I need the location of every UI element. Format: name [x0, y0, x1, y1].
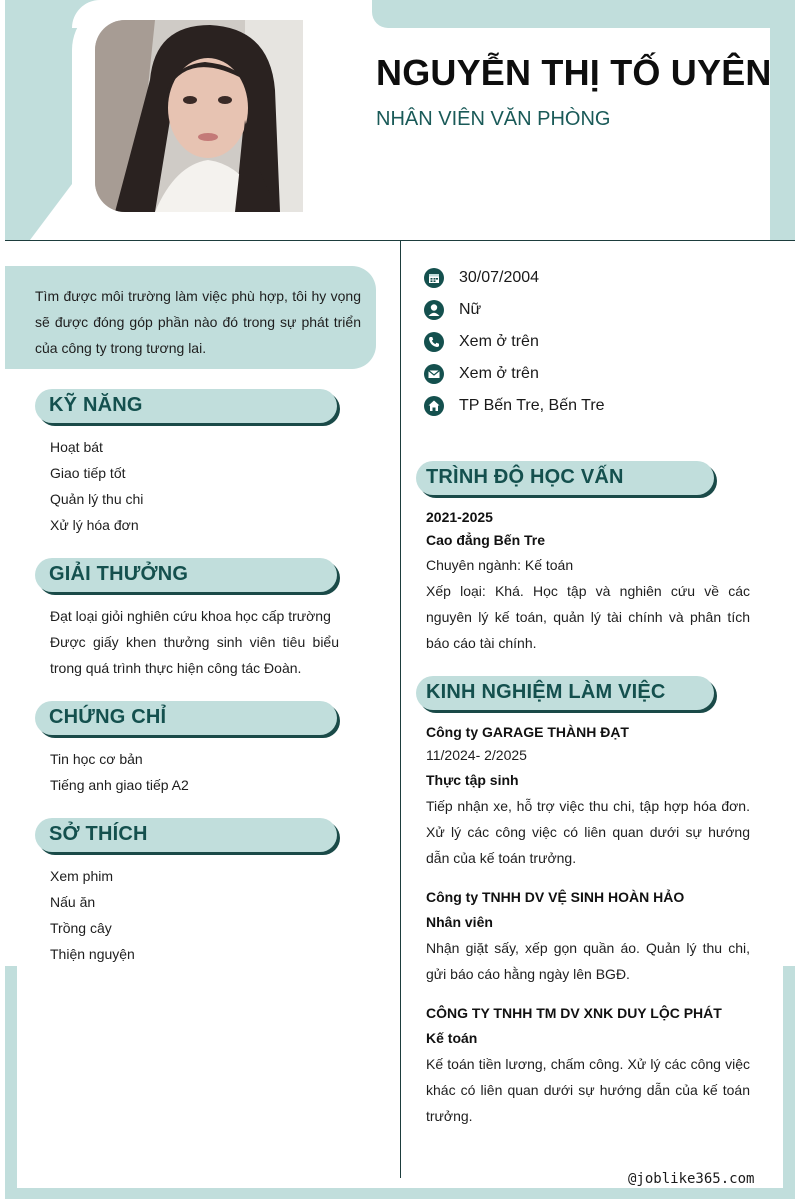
- list-item: Thiện nguyện: [50, 946, 135, 962]
- job-period: 11/2024- 2/2025: [426, 747, 527, 763]
- contact-text: 30/07/2004: [459, 269, 540, 286]
- frame-left: [5, 966, 17, 1189]
- list-item: Quản lý thu chi: [50, 491, 144, 507]
- list-item: Giao tiếp tốt: [50, 465, 126, 481]
- hobbies-heading: [35, 818, 337, 852]
- candidate-job-title: NHÂN VIÊN VĂN PHÒNG: [376, 108, 611, 130]
- education-school: Cao đẳng Bến Tre: [426, 532, 546, 548]
- contact-text: Xem ở trên: [459, 365, 539, 382]
- skills-heading: [35, 389, 337, 423]
- education-major: Chuyên ngành: Kế toán: [426, 557, 574, 573]
- frame-bottom: [5, 1188, 795, 1199]
- calendar-icon: [424, 268, 444, 288]
- education-period: 2021-2025: [426, 509, 493, 525]
- job-description: Kế toán tiền lương, chấm công. Xử lý các công việc khác có liên quan dưới sự hướng dẫn của kế toán trưởng.: [426, 1056, 750, 1124]
- header-top-band: [372, 0, 795, 28]
- certificates-heading: [35, 701, 337, 735]
- list-item: Tin học cơ bản: [50, 751, 143, 767]
- awards-list: [50, 603, 339, 681]
- list-item: Trồng cây: [50, 920, 112, 936]
- awards-heading: [35, 558, 337, 592]
- education-heading: [416, 461, 714, 495]
- career-objective: Tìm được môi trường làm việc phù hợp, tôi hy vọng sẽ được đóng góp phần nào đó trong sự phát triển của công ty trong tương lai.: [5, 266, 376, 369]
- experience-heading-text: KINH NGHIỆM LÀM VIỆC: [426, 681, 666, 703]
- skills-list: [50, 434, 143, 538]
- skills-heading-text: KỸ NĂNG: [49, 394, 143, 416]
- profile-photo: [95, 20, 303, 212]
- job-company: Công ty TNHH DV VỆ SINH HOÀN HẢO: [426, 889, 685, 905]
- certificates-list: [50, 746, 189, 798]
- home-icon: [424, 396, 444, 416]
- contact-text: Nữ: [459, 301, 482, 318]
- contact-text: TP Bến Tre, Bến Tre: [459, 397, 605, 414]
- job-company: CÔNG TY TNHH TM DV XNK DUY LỘC PHÁT: [426, 1005, 722, 1021]
- list-item: Xem phim: [50, 868, 114, 884]
- job-role: Kế toán: [426, 1030, 478, 1046]
- mail-icon: [424, 364, 444, 384]
- list-item: Hoạt bát: [50, 439, 103, 455]
- experience-heading: [416, 676, 714, 710]
- awards-heading-text: GIẢI THƯỞNG: [49, 563, 189, 585]
- education-description: Xếp loại: Khá. Học tập và nghiên cứu về các nguyên lý kế toán, quản lý tài chính và phân tích báo cáo tài chính.: [426, 583, 750, 651]
- column-divider: [400, 240, 401, 1178]
- list-item: Tiếng anh giao tiếp A2: [50, 777, 189, 793]
- candidate-name: NGUYỄN THỊ TỐ UYÊN: [376, 52, 772, 93]
- contact-text: Xem ở trên: [459, 333, 539, 350]
- person-icon: [424, 300, 444, 320]
- hobbies-heading-text: SỞ THÍCH: [49, 823, 148, 845]
- phone-icon: [424, 332, 444, 352]
- list-item: Xử lý hóa đơn: [50, 517, 139, 533]
- job-company: Công ty GARAGE THÀNH ĐẠT: [426, 724, 629, 740]
- header-corner: [30, 180, 75, 240]
- list-item: Nấu ăn: [50, 894, 96, 910]
- job-role: Nhân viên: [426, 914, 493, 930]
- job-description: Tiếp nhận xe, hỗ trợ việc thu chi, tập hợp hóa đơn. Xử lý các công việc có liên quan dưới sự hướng dẫn của kế toán trưởng.: [426, 798, 750, 866]
- job-description: Nhận giặt sấy, xếp gọn quần áo. Quản lý thu chi, gửi báo cáo hằng ngày lên BGĐ.: [426, 940, 750, 982]
- hobbies-list: [50, 863, 135, 967]
- watermark-text: @joblike365.com: [628, 1171, 755, 1187]
- education-heading-text: TRÌNH ĐỘ HỌC VẤN: [426, 466, 624, 488]
- certificates-heading-text: CHỨNG CHỈ: [49, 706, 167, 728]
- list-item: Đạt loại giỏi nghiên cứu khoa học cấp trường: [50, 608, 331, 624]
- job-role: Thực tập sinh: [426, 772, 519, 788]
- list-item: Được giấy khen thưởng sinh viên tiêu biểu trong quá trình thực hiện công tác Đoàn.: [50, 634, 339, 676]
- frame-right: [783, 966, 795, 1189]
